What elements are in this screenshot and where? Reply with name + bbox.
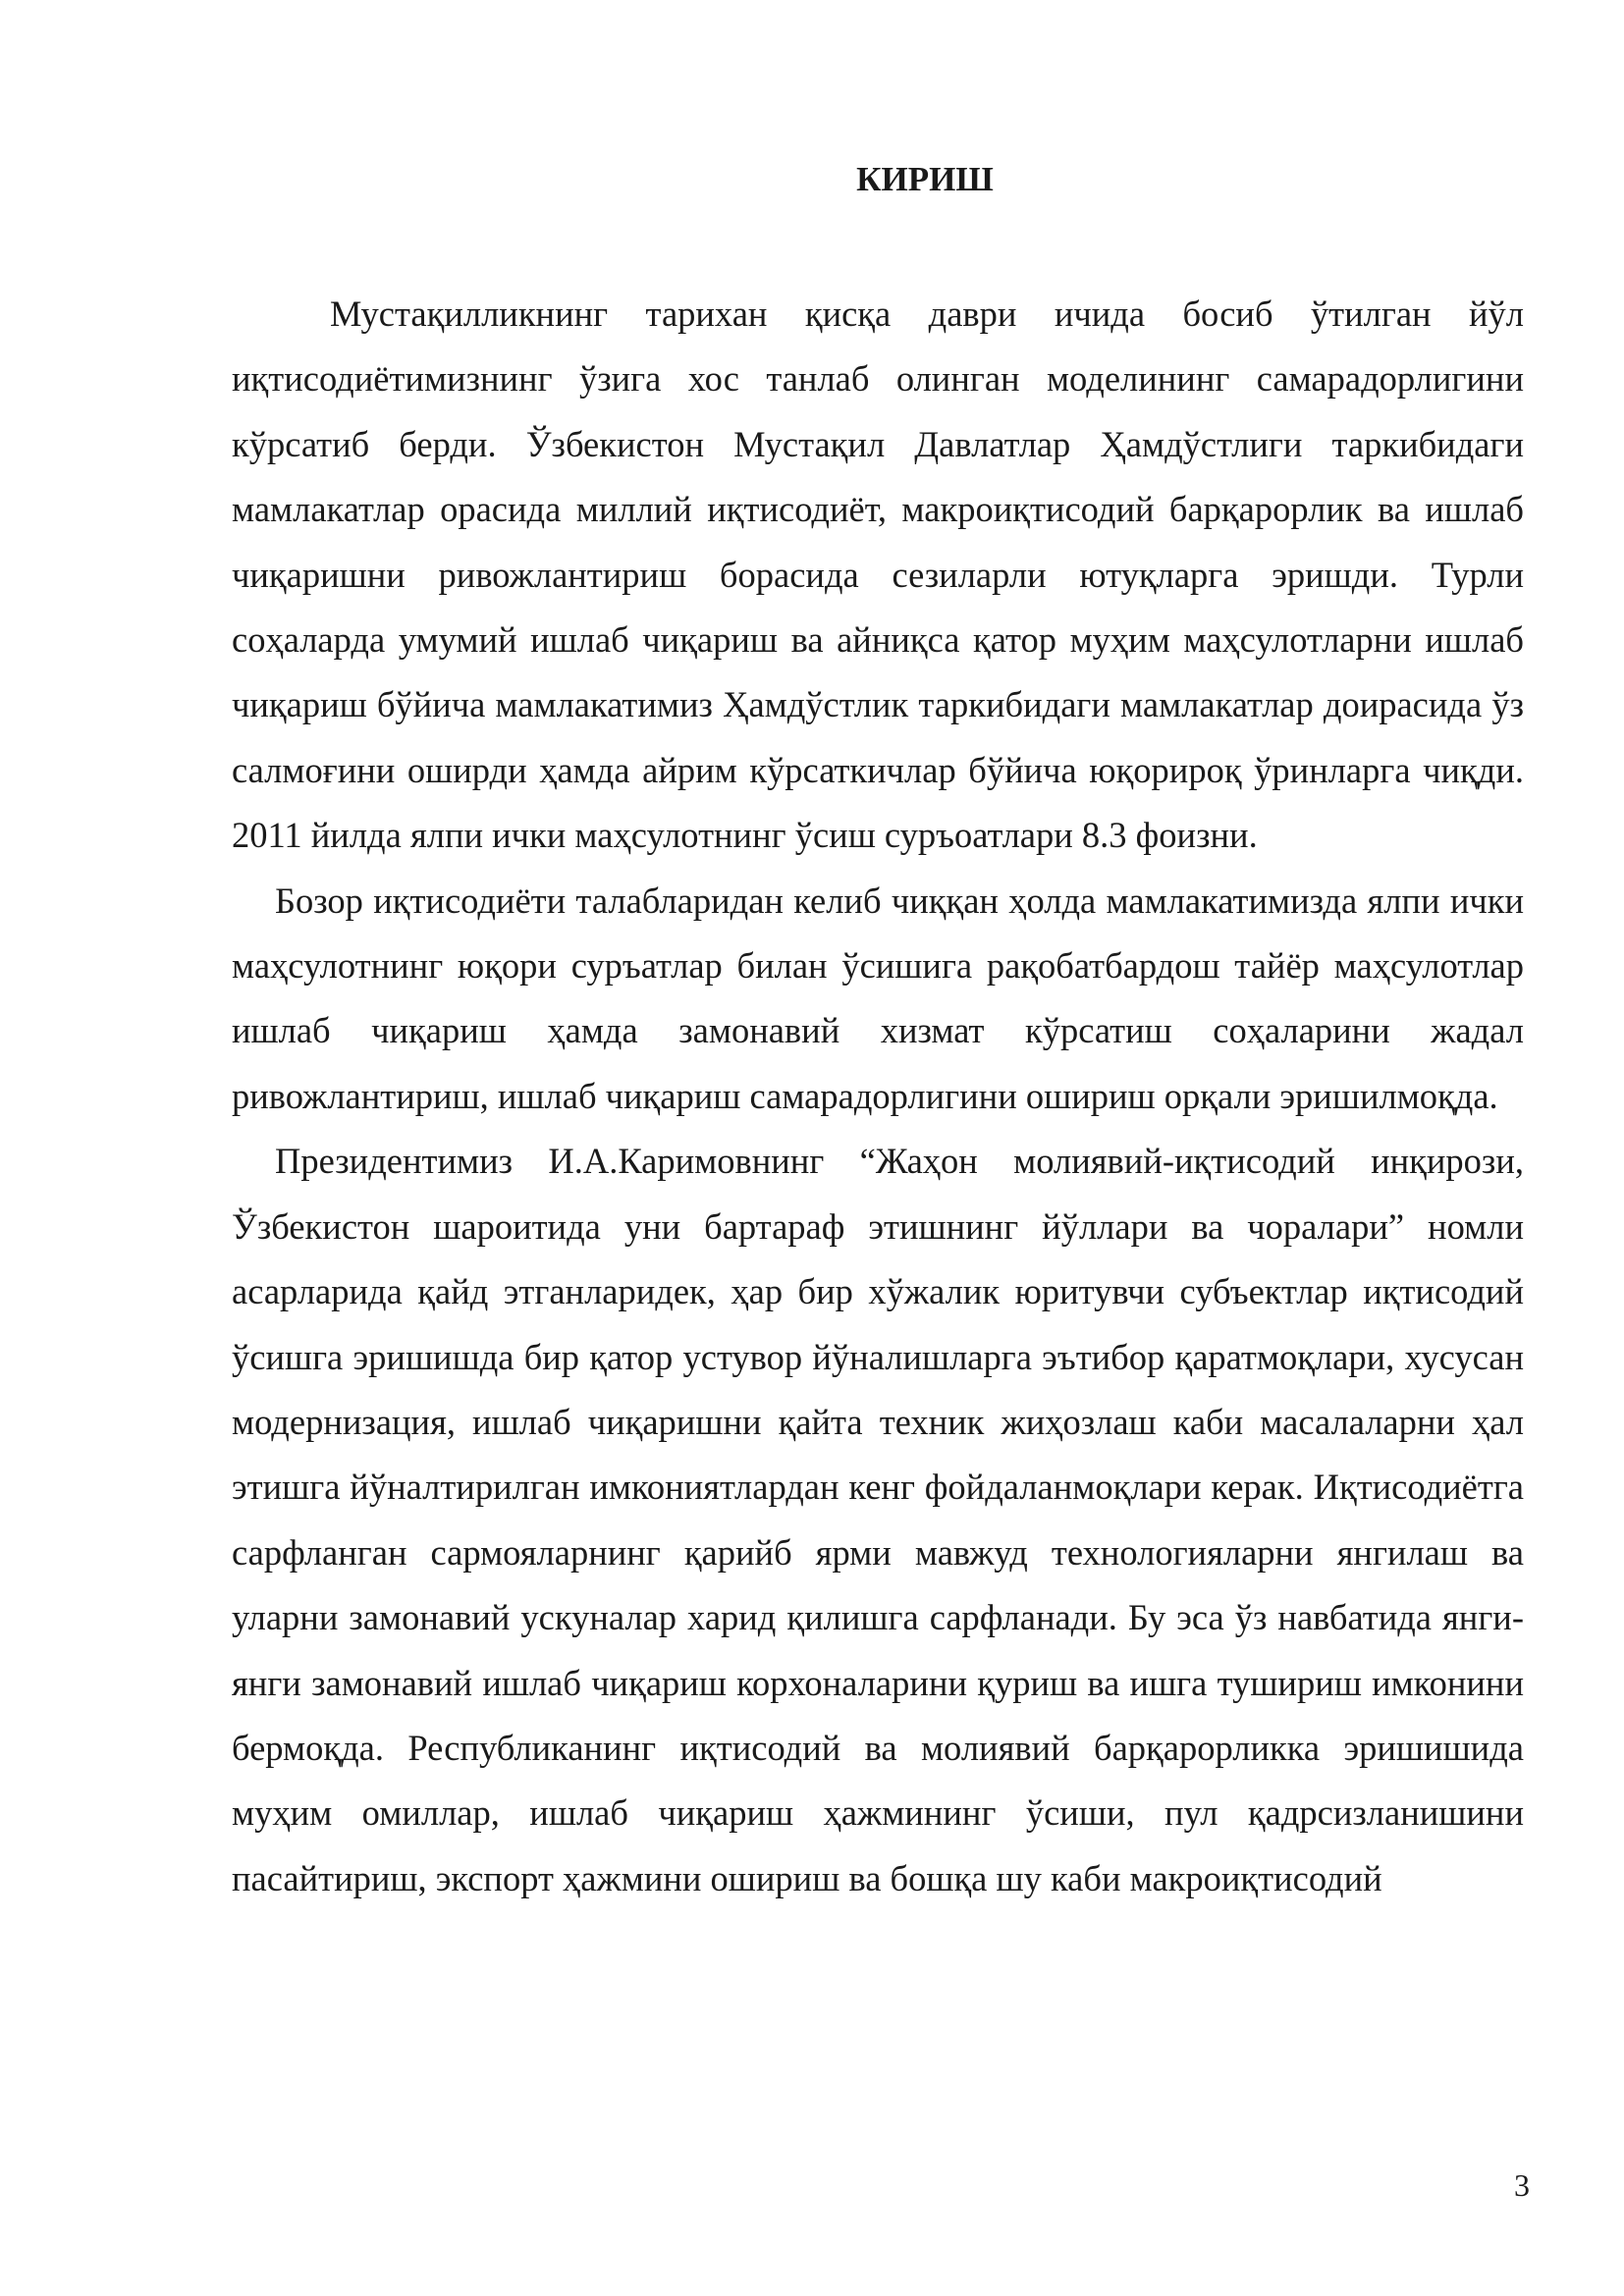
paragraph-2: Бозор иқтисодиёти талабларидан келиб чиққан ҳолда мамлакатимизда ялпи ички маҳсулотнинг юқори суръатлар билан ўсишига рақобатбардош тайёр маҳсулотлар ишлаб чиқариш ҳамда замонавий хизмат кўрсатиш соҳаларини жадал ривожлантириш, ишлаб чиқариш самарадорлигини ошириш орқали эришилмоқда.: [232, 880, 1524, 1116]
document-body: [232, 282, 1524, 1911]
page-number: 3: [1514, 2167, 1530, 2203]
paragraph-3: Президентимиз И.А.Каримовнинг “Жаҳон молиявий-иқтисодий инқирози, Ўзбекистон шароитида уни бартараф этишнинг йўллари ва чоралари” номли асарларида қайд этганларидек, ҳар бир хўжалик юритувчи субъектлар иқтисодий ўсишга эришишда бир қатор устувор йўналишларга эътибор қаратмоқлари, хусусан модернизация, ишлаб чиқаришни қайта техник жиҳозлаш каби масалаларни ҳал этишга йўналтирилган имкониятлардан кенг фойдаланмоқлари керак. Иқтисодиётга сарфланган сармояларнинг қарийб ярми мавжуд технологияларни янгилаш ва уларни замонавий ускуналар харид қилишга сарфланади. Бу эса ўз навбатида янги-янги замонавий ишлаб чиқариш корхоналарини қуриш ва ишга тушириш имконини бермоқда. Республиканинг иқтисодий ва молиявий барқарорликка эришишида муҳим омиллар, ишлаб чиқариш ҳажмининг ўсиши, пул қадрсизланишини пасайтириш, экспорт ҳажмини ошириш ва бошқа шу каби макроиқтисодий: [232, 1141, 1524, 1898]
page-title: КИРИШ: [856, 160, 994, 198]
paragraph-1: Мустақилликнинг тарихан қисқа даври ичида босиб ўтилган йўл иқтисодиётимизнинг ўзига хос танлаб олинган моделининг самарадорлигини кўрсатиб берди. Ўзбекистон Мустақил Давлатлар Ҳамдўстлиги таркибидаги мамлакатлар орасида миллий иқтисодиёт, макроиқтисодий барқарорлик ва ишлаб чиқаришни ривожлантириш борасида сезиларли ютуқларга эришди. Турли соҳаларда умумий ишлаб чиқариш ва айниқса қатор муҳим маҳсулотларни ишлаб чиқариш бўйича мамлакатимиз Ҳамдўстлик таркибидаги мамлакатлар доирасида ўз салмоғини оширди ҳамда айрим кўрсаткичлар бўйича юқорироқ ўринларга чиқди. 2011 йилда ялпи ички маҳсулотнинг ўсиш суръоатлари 8.3 фоизни.: [232, 294, 1524, 856]
